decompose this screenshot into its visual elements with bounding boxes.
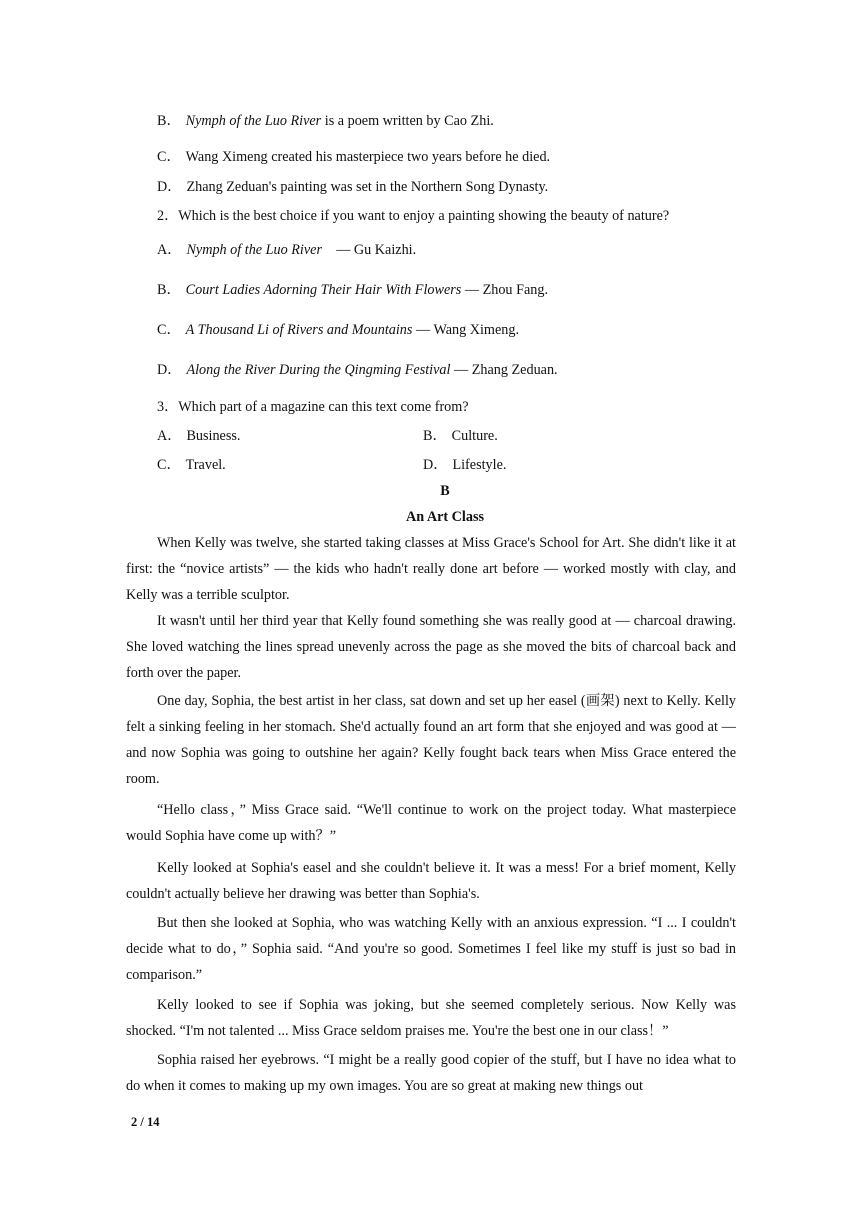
section-letter: B: [440, 483, 450, 499]
q2-option-d: [157, 359, 558, 379]
q2-option-c: [157, 319, 519, 339]
option-text: Business.: [186, 428, 241, 444]
option-title: A Thousand Li of Rivers and Mountains: [185, 322, 413, 338]
paragraph-8: Sophia raised her eyebrows. “I might be a really good copier of the stuff, but I have no idea what to do when it comes to making up my own images. You are so great at making new things out: [126, 1052, 736, 1094]
passage-title: An Art Class: [405, 509, 485, 525]
option-text: Culture.: [451, 428, 498, 444]
paragraph-1: When Kelly was twelve, she started taking classes at Miss Grace's School for Art. She didn't like it at first: the “novice artists” — the kids who hadn't really done art before — worked mostly with clay, and Kelly was a terrible sculptor.: [126, 535, 736, 603]
q3-option-c: [157, 454, 226, 474]
option-text: Zhang Zeduan's painting was set in the Northern Song Dynasty.: [186, 179, 549, 195]
q1-option-d: [157, 176, 548, 196]
option-text: Lifestyle.: [452, 457, 507, 473]
option-text: — Wang Ximeng.: [412, 322, 519, 338]
question-2-stem: 2．Which is the best choice if you want to enjoy a painting showing the beauty of nature?: [157, 208, 670, 224]
q3-option-b: [423, 425, 498, 445]
option-label: D．: [157, 362, 182, 378]
page-number: 2 / 14: [131, 1115, 160, 1129]
option-text: is a poem written by Cao Zhi.: [321, 113, 494, 129]
option-label: B．: [423, 428, 447, 444]
option-label: C．: [157, 457, 181, 473]
option-label: A．: [157, 428, 182, 444]
question-3-stem: 3．Which part of a magazine can this text come from?: [157, 399, 469, 415]
option-label: A．: [157, 242, 182, 258]
paragraph-2: It wasn't until her third year that Kelly found something she was really good at — charcoal drawing. She loved watching the lines spread unevenly across the page as she moved the bits of charcoal back and forth over the paper.: [126, 613, 736, 681]
q1-option-c: [157, 146, 550, 166]
option-label: D．: [157, 179, 182, 195]
option-label: C．: [157, 149, 181, 165]
option-label: B．: [157, 113, 181, 129]
q2-option-a: [157, 239, 416, 259]
q3-option-d: [423, 454, 506, 474]
paragraph-6: But then she looked at Sophia, who was watching Kelly with an anxious expression. “I ... I couldn't decide what to do，” Sophia said. “And you're so good. Sometimes I feel like my stuff is just so bad in comparison.”: [126, 915, 736, 983]
option-text: — Zhang Zeduan.: [450, 362, 558, 378]
option-label: C．: [157, 322, 181, 338]
paragraph-4: “Hello class，” Miss Grace said. “We'll continue to work on the project today. What masterpiece would Sophia have come up with？”: [126, 802, 736, 844]
q1-option-b: [157, 110, 494, 130]
option-title: Nymph of the Luo River: [185, 113, 322, 129]
option-label: D．: [423, 457, 448, 473]
paragraph-5: Kelly looked at Sophia's easel and she couldn't believe it. It was a mess! For a brief moment, Kelly couldn't actually believe her drawing was better than Sophia's.: [126, 860, 736, 902]
option-text: Travel.: [185, 457, 226, 473]
paragraph-7: Kelly looked to see if Sophia was joking, but she seemed completely serious. Now Kelly was shocked. “I'm not talented ... Miss Grace seldom praises me. You're the best one in our class！”: [126, 997, 736, 1039]
option-title: Nymph of the Luo River: [186, 242, 322, 258]
option-text: — Zhou Fang.: [461, 282, 548, 298]
q3-option-a: [157, 425, 240, 445]
option-text: — Gu Kaizhi.: [322, 242, 417, 258]
option-title: Along the River During the Qingming Festival: [186, 362, 451, 378]
q2-option-b: [157, 279, 548, 299]
option-label: B．: [157, 282, 181, 298]
option-text: Wang Ximeng created his masterpiece two years before he died.: [185, 149, 551, 165]
paragraph-3: One day, Sophia, the best artist in her class, sat down and set up her easel (画架) next to Kelly. Kelly felt a sinking feeling in her stomach. She'd actually found an art form that she enjoyed and was good at — and now Sophia was going to outshine her again? Kelly fought back tears when Miss Grace entered the room.: [126, 693, 736, 787]
option-title: Court Ladies Adorning Their Hair With Flowers: [185, 282, 462, 298]
